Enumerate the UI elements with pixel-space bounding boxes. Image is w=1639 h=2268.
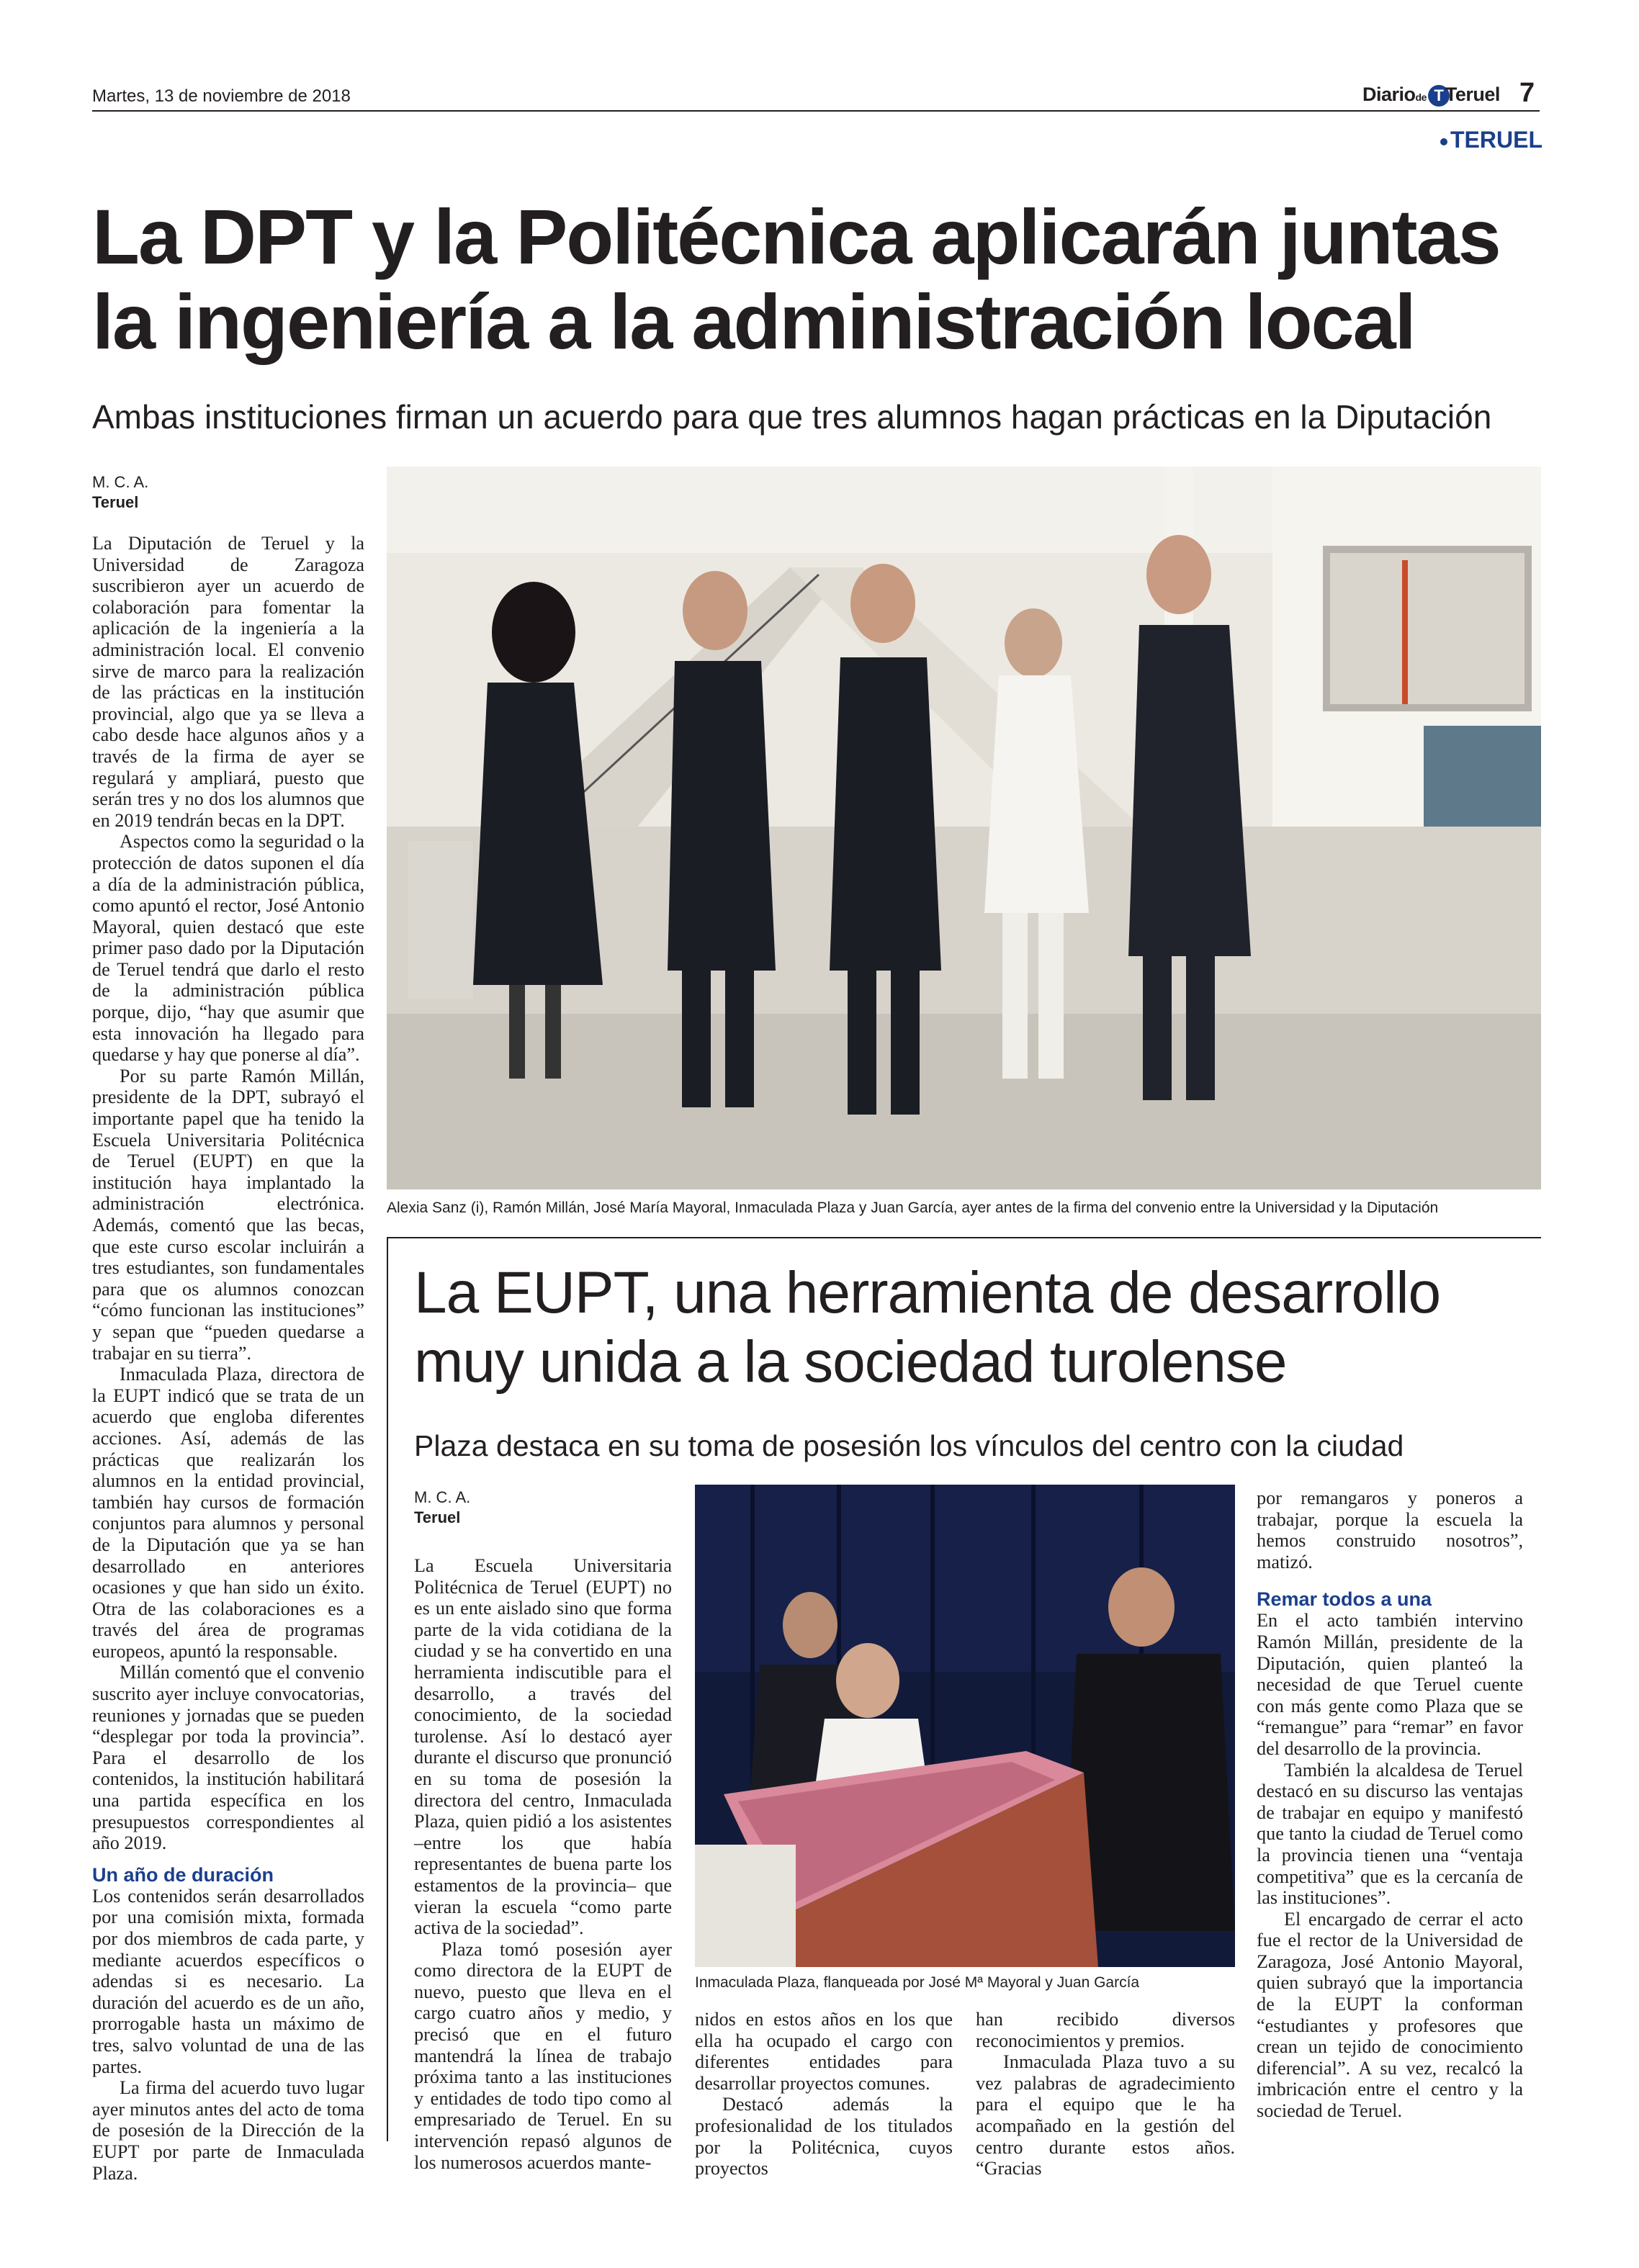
paragraph: Millán comentó que el convenio suscrito ayer incluye convocatorias, reuniones y jornadas que se pueden “desplegar por toda la provincia”. Para el desarrollo de los contenidos, la institución habilitará una partida específica en los presupuestos correspondientes al año 2019.	[92, 1662, 364, 1854]
paragraph: También la alcaldesa de Teruel destacó en su discurso las ventajas de trabajar en equipo y manifestó que tanto la ciudad de Teruel como la provincia tienen una “ventaja competitiva” que es la cercanía de las instituciones”.	[1257, 1759, 1523, 1909]
section-name: TERUEL	[1450, 127, 1543, 153]
ceremony-photo-image	[695, 1485, 1235, 1967]
article1-photo	[387, 467, 1541, 1189]
article1-headline	[92, 194, 1561, 364]
newspaper-name-de: de	[1415, 91, 1427, 103]
paragraph: La Diputación de Teruel y la Universidad de Zaragoza suscribieron ayer un acuerdo de colaboración para fomentar la aplicación de la ingeniería a la administración local. El convenio sirve de marco para la realización de las prácticas en la institución provincial, algo que ya se lleva a cabo desde hace algunos años y a través de la firma de ayer se regulará y ampliará, puesto que serán tres y no dos los alumnos que en 2019 tendrán becas en la DPT.	[92, 533, 364, 831]
article2-headline-line1: La EUPT, una herramienta de desarrollo	[414, 1260, 1441, 1326]
paragraph: En el acto también intervino Ramón Millán, presidente de la Diputación, quien planteó la necesidad de que Teruel cuente con más gente como Plaza que se “remangue” para “remar” en favor del desarrollo de la provincia.	[1257, 1610, 1523, 1759]
paragraph: Plaza tomó posesión ayer como directora de la EUPT de nuevo, puesto que lleva en el cargo cuatro años y medio, y precisó que en el futuro mantendrá la línea de trabajo próxima tanto a las instituciones y entidades de todo tipo como al empresariado de Teruel. En su intervención repasó algunos de los numerosos acuerdos mante-	[414, 1938, 672, 2173]
page-number: 7	[1519, 78, 1535, 108]
article2-column-3	[976, 2009, 1235, 2179]
article1-photo-caption: Alexia Sanz (i), Ramón Millán, José María Mayoral, Inmaculada Plaza y Juan García, ayer antes de la firma del convenio entre la Universidad y la Diputación	[387, 1200, 1439, 1216]
paragraph: La firma del acuerdo tuvo lugar ayer minutos antes del acto de toma de posesión de la Dirección de la EUPT por parte de Inmaculada Plaza.	[92, 2077, 364, 2184]
article1-subsection-title: Un año de duración	[92, 1863, 274, 1886]
header-rule	[92, 110, 1540, 112]
byline-place: Teruel	[414, 1508, 461, 1526]
paragraph: Destacó además la profesionalidad de los titulados por la Politécnica, cuyos proyectos	[695, 2094, 953, 2179]
paragraph: Aspectos como la seguridad o la protección de datos suponen el día a día de la administración pública, como apuntó el rector, José Antonio Mayoral, quien destacó que este primer paso dado por la Diputación de Teruel tendrá que darlo el resto de la administración pública porque, dijo, “hay que asumir que esta innovación ha llegado para quedarse y hay que ponerse al día”.	[92, 831, 364, 1066]
paragraph: El encargado de cerrar el acto fue el rector de la Universidad de Zaragoza, José Antonio Mayoral, quien subrayó que la importancia de la EUPT la conforman “estudiantes y profesores que crean un tejido de conocimiento diferencial”. A su vez, recalcó la imbricación entre el centro y la sociedad de Teruel.	[1257, 1908, 1523, 2122]
article2-column-4	[1257, 1488, 1523, 2122]
article1-byline	[92, 472, 148, 513]
byline-author: M. C. A.	[92, 473, 149, 491]
paragraph: Por su parte Ramón Millán, presidente de la DPT, subrayó el importante papel que ha tenido la Escuela Universitaria Politécnica de Teruel (EUPT) en que la institución haya implantado la administración electrónica. Además, comentó que las becas, que este curso escolar incluirán a tres estudiantes, son fundamentales para que os alumnos conozcan “cómo funcionan las instituciones” y sepan que “pueden quedarse a trabajar en su tierra”.	[92, 1065, 364, 1364]
article2-column-1	[414, 1555, 672, 2173]
byline-author: M. C. A.	[414, 1488, 471, 1506]
article2-headline-line2: muy unida a la sociedad turolense	[414, 1329, 1287, 1395]
paragraph: Los contenidos serán desarrollados por una comisión mixta, formada por dos miembros de cada parte, y mediante acuerdos específicos o adendas si es necesario. La duración del acuerdo es de un año, prorrogable hasta un máximo de tres, salvo voluntad de una de las partes.	[92, 1885, 364, 2077]
article2-column-2	[695, 2009, 953, 2179]
newspaper-logo-t-icon: T	[1428, 85, 1450, 107]
paragraph: Inmaculada Plaza tuvo a su vez palabras de agradecimiento para el equipo que le ha acompañado en la gestión del centro durante estos años. “Gracias	[976, 2051, 1235, 2179]
article2-photo-caption: Inmaculada Plaza, flanqueada por José Mª Mayoral y Juan García	[695, 1974, 1140, 1991]
article2-photo	[695, 1485, 1235, 1967]
page-date: Martes, 13 de noviembre de 2018	[92, 86, 351, 106]
article2-subsection-title: Remar todos a una	[1257, 1588, 1432, 1611]
article1-headline-line1: La DPT y la Politécnica aplicarán juntas	[92, 193, 1500, 280]
paragraph: Inmaculada Plaza, directora de la EUPT indicó que se trata de un acuerdo que engloba diferentes acciones. Así, además de las prácticas que realizarán los alumnos en la entidad provincial, también hay cursos de formación conjuntos para alumnos y personal de la Diputación que ya se han desarrollado en anteriores ocasiones y que han sido un éxito. Otra de las colaboraciones es a través del área de programas europeos, apuntó la responsable.	[92, 1364, 364, 1662]
article1-body	[92, 533, 364, 2184]
paragraph: por remangaros y poneros a trabajar, porque la escuela la hemos construido nosotros”, matizó.	[1257, 1488, 1523, 1572]
article2-subhead: Plaza destaca en su toma de posesión los vínculos del centro con la ciudad	[414, 1429, 1404, 1462]
newspaper-logo	[1362, 84, 1500, 107]
paragraph: La Escuela Universitaria Politécnica de Teruel (EUPT) no es un ente aislado sino que forma parte de la vida cotidiana de la ciudad y se ha convertido en una herramienta indiscutible para el desarrollo, a través del conocimiento, de la sociedad turolense. Así lo destacó ayer durante el discurso que pronunció en su toma de posesión la directora del centro, Inmaculada Plaza, quien pidió a los asistentes –entre los que había representantes de buena parte los estamentos de la provincia– que vieran la escuela “como parte activa de la sociedad”.	[414, 1555, 672, 1939]
paragraph: nidos en estos años en los que ella ha ocupado el cargo con diferentes entidades para desarrollar proyectos comunes.	[695, 2009, 953, 2094]
article1-subhead: Ambas instituciones firman un acuerdo para que tres alumnos hagan prácticas en la Diputación	[92, 398, 1492, 436]
article2-headline	[414, 1259, 1523, 1397]
group-photo-image	[387, 467, 1541, 1189]
newspaper-name-part-1: Diario	[1362, 84, 1416, 105]
bullet-icon	[1440, 138, 1447, 145]
article1-headline-line2: la ingeniería a la administración local	[92, 278, 1415, 365]
section-tag	[1440, 127, 1543, 153]
byline-place: Teruel	[92, 493, 139, 511]
newspaper-name-part-2: Teruel	[1445, 84, 1500, 105]
paragraph: han recibido diversos reconocimientos y premios.	[976, 2009, 1235, 2051]
article2-byline	[414, 1488, 470, 1528]
